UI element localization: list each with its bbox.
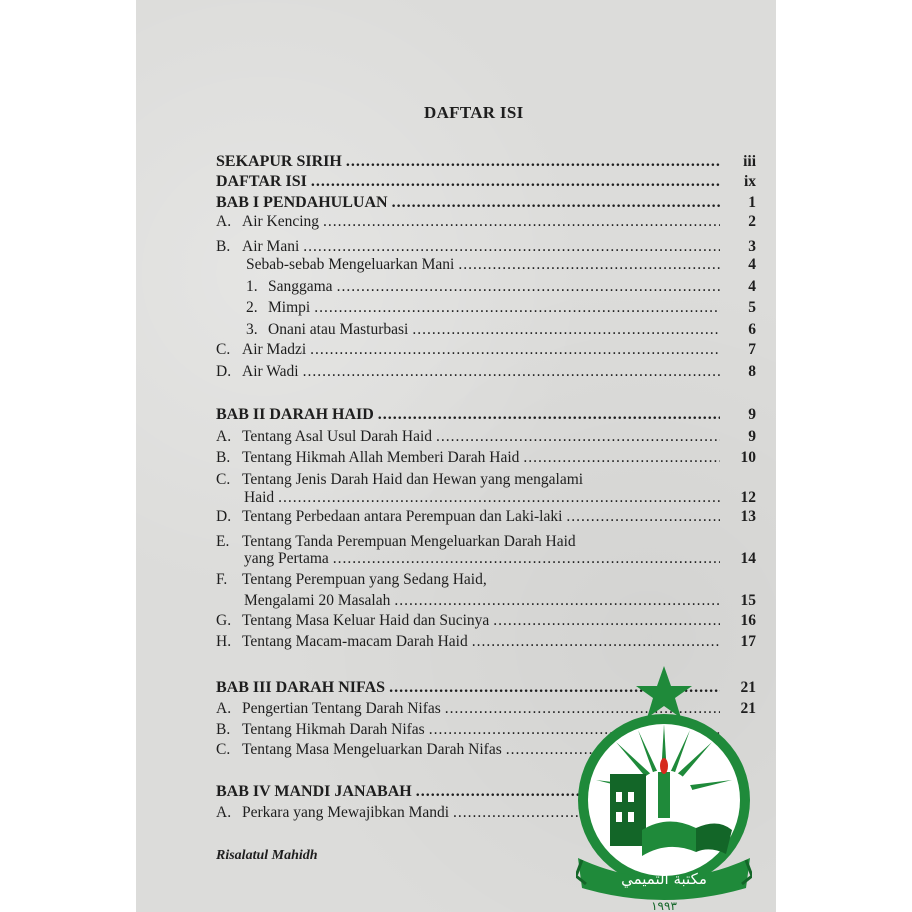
toc-page-number: 10	[740, 449, 756, 466]
toc-entry-prefix: C.	[216, 741, 231, 758]
leader-dots	[303, 237, 720, 257]
leader-dots	[472, 632, 720, 652]
toc-page-number: 5	[748, 299, 756, 316]
toc-continuation-text: yang Pertama	[244, 550, 329, 567]
toc-entry-label	[216, 720, 425, 740]
leader-dots	[378, 405, 720, 425]
toc-entry-text: Tentang Hikmah Darah Nifas	[242, 721, 425, 738]
toc-entry-row	[216, 470, 583, 490]
toc-entry-text: BAB I PENDAHULUAN	[216, 194, 388, 211]
toc-entry-prefix: 3.	[246, 321, 258, 338]
toc-continuation-text: Mengalami 20 Masalah	[244, 592, 391, 609]
toc-entry-prefix: D.	[216, 508, 232, 525]
toc-continuation-text: Haid	[244, 489, 275, 506]
toc-page-number: ix	[743, 173, 756, 190]
toc-page-number: 14	[740, 550, 756, 567]
toc-page-number: 21	[740, 700, 756, 717]
toc-entry-label	[216, 611, 489, 631]
toc-entry-text: Pengertian Tentang Darah Nifas	[242, 700, 441, 717]
toc-entry-text: Tentang Macam-macam Darah Haid	[242, 633, 468, 650]
toc-entry-text: BAB IV MANDI JANABAH	[216, 783, 412, 800]
toc-entry-row	[216, 237, 756, 257]
toc-entry-label	[216, 740, 502, 760]
toc-entry-row	[216, 340, 756, 360]
toc-entry-label	[216, 172, 307, 192]
toc-entry-prefix: H.	[216, 633, 232, 650]
toc-entry-prefix: A.	[216, 428, 232, 445]
toc-entry-label	[216, 152, 342, 172]
publisher-logo	[576, 662, 752, 912]
toc-entry-continuation	[244, 549, 756, 569]
toc-page-number: 1	[748, 194, 756, 211]
toc-page-number: 21	[740, 679, 756, 696]
toc-page-number: 9	[748, 428, 756, 445]
toc-entry-text: DAFTAR ISI	[216, 173, 307, 190]
leader-dots	[323, 212, 720, 232]
toc-entry-label	[216, 470, 583, 490]
toc-entry-row	[246, 320, 756, 340]
leader-dots	[392, 193, 720, 213]
leader-dots	[566, 507, 720, 527]
toc-entry-row	[246, 255, 756, 275]
book-footer: Risalatul Mahidh	[216, 848, 318, 863]
toc-entry-prefix: E.	[216, 533, 230, 550]
toc-entry-text: Tentang Masa Mengeluarkan Darah Nifas	[242, 741, 502, 758]
toc-entry-label	[246, 255, 454, 275]
toc-entry-text: Air Mani	[242, 238, 300, 255]
toc-entry-label	[216, 448, 519, 468]
toc-entry-label	[216, 570, 487, 590]
toc-entry-text: Sebab-sebab Mengeluarkan Mani	[246, 256, 455, 273]
toc-entry-label	[216, 632, 468, 652]
toc-entry-prefix: B.	[216, 449, 231, 466]
toc-page-number: 6	[748, 321, 756, 338]
toc-entry-row	[216, 507, 756, 527]
toc-entry-prefix: A.	[216, 804, 232, 821]
building-icon	[610, 774, 646, 846]
toc-entry-label	[216, 803, 449, 823]
toc-entry-label	[216, 362, 299, 382]
toc-entry-text: Tentang Perbedaan antara Perempuan dan Laki-laki	[242, 508, 563, 525]
toc-entry-text: Air Kencing	[242, 213, 320, 230]
toc-page-number: 8	[748, 363, 756, 380]
toc-entry-label	[216, 193, 388, 213]
toc-page-number: 12	[740, 489, 756, 506]
toc-entry-label	[216, 340, 306, 360]
toc-entry-label	[216, 405, 374, 425]
toc-page-number: 9	[748, 406, 756, 423]
leader-dots	[458, 255, 720, 275]
leader-dots	[436, 427, 720, 447]
toc-page-number: 7	[748, 341, 756, 358]
publisher-name-arabic: مكتبة التميمي	[621, 870, 707, 888]
leader-dots	[337, 277, 720, 297]
toc-entry-label	[216, 427, 432, 447]
toc-entry-text: BAB II DARAH HAID	[216, 406, 374, 423]
leader-dots	[394, 591, 720, 611]
page-title: DAFTAR ISI	[424, 103, 524, 122]
toc-chapter-row	[216, 152, 756, 172]
toc-entry-prefix: B.	[216, 238, 231, 255]
toc-entry-text: Tentang Jenis Darah Haid dan Hewan yang mengalami	[242, 471, 584, 488]
toc-entry-prefix: A.	[216, 700, 232, 717]
toc-chapter-row	[216, 405, 756, 425]
toc-entry-prefix: B.	[216, 721, 231, 738]
toc-entry-prefix: 1.	[246, 278, 258, 295]
toc-entry-label	[246, 320, 408, 340]
star-icon	[636, 666, 692, 718]
toc-page-number: 16	[740, 612, 756, 629]
toc-entry-label	[246, 298, 310, 318]
toc-page-number: 4	[748, 278, 756, 295]
toc-entry-text: Air Wadi	[242, 363, 299, 380]
toc-entry-prefix: F.	[216, 571, 228, 588]
toc-entry-label	[216, 212, 319, 232]
founding-year: ١٩٩٣	[651, 899, 677, 912]
toc-page-number: 4	[748, 256, 756, 273]
toc-entry-prefix: D.	[216, 363, 232, 380]
toc-entry-row	[216, 212, 756, 232]
toc-entry-text: BAB III DARAH NIFAS	[216, 679, 386, 696]
leader-dots	[311, 172, 720, 192]
toc-entry-text: Tentang Tanda Perempuan Mengeluarkan Darah Haid	[242, 533, 576, 550]
toc-entry-continuation	[244, 488, 756, 508]
toc-page-number: 3	[748, 238, 756, 255]
leader-dots	[310, 340, 720, 360]
toc-page-number: 17	[740, 633, 756, 650]
toc-entry-text: Mimpi	[268, 299, 311, 316]
toc-entry-text: Tentang Hikmah Allah Memberi Darah Haid	[242, 449, 520, 466]
toc-entry-row	[246, 277, 756, 297]
toc-entry-text: Tentang Perempuan yang Sedang Haid,	[242, 571, 487, 588]
toc-page-number: 15	[740, 592, 756, 609]
toc-entry-row	[216, 362, 756, 382]
toc-entry-text: Onani atau Masturbasi	[268, 321, 409, 338]
leader-dots	[303, 362, 720, 382]
toc-entry-text: Air Madzi	[242, 341, 307, 358]
toc-entry-text: SEKAPUR SIRIH	[216, 153, 342, 170]
leader-dots	[314, 298, 720, 318]
toc-entry-label	[216, 237, 299, 257]
toc-entry-prefix: C.	[216, 471, 231, 488]
candle-icon	[658, 772, 670, 818]
toc-entry-continuation	[244, 591, 756, 611]
toc-entry-row	[216, 570, 487, 590]
toc-entry-label	[216, 507, 562, 527]
toc-entry-label	[246, 277, 333, 297]
toc-entry-row	[216, 448, 756, 468]
toc-entry-prefix: A.	[216, 213, 232, 230]
toc-chapter-row	[216, 193, 756, 213]
toc-page-number: iii	[743, 153, 756, 170]
toc-entry-text: Tentang Masa Keluar Haid dan Sucinya	[242, 612, 490, 629]
leader-dots	[412, 320, 720, 340]
toc-entry-prefix: C.	[216, 341, 231, 358]
toc-entry-row	[216, 611, 756, 631]
leader-dots	[523, 448, 720, 468]
toc-entry-row	[246, 298, 756, 318]
toc-page-number: 13	[740, 508, 756, 525]
toc-entry-label	[216, 782, 412, 802]
leader-dots	[333, 549, 720, 569]
toc-entry-text: Sanggama	[268, 278, 333, 295]
leader-dots	[278, 488, 720, 508]
toc-entry-row	[216, 632, 756, 652]
toc-entry-text: Tentang Asal Usul Darah Haid	[242, 428, 433, 445]
toc-entry-label	[216, 699, 441, 719]
leader-dots	[346, 152, 720, 172]
toc-page-number: 2	[748, 213, 756, 230]
toc-entry-label	[216, 678, 385, 698]
toc-entry-text: Perkara yang Mewajibkan Mandi	[242, 804, 450, 821]
toc-chapter-row	[216, 172, 756, 192]
leader-dots	[493, 611, 720, 631]
toc-entry-prefix: 2.	[246, 299, 258, 316]
toc-entry-prefix: G.	[216, 612, 232, 629]
toc-entry-row	[216, 427, 756, 447]
